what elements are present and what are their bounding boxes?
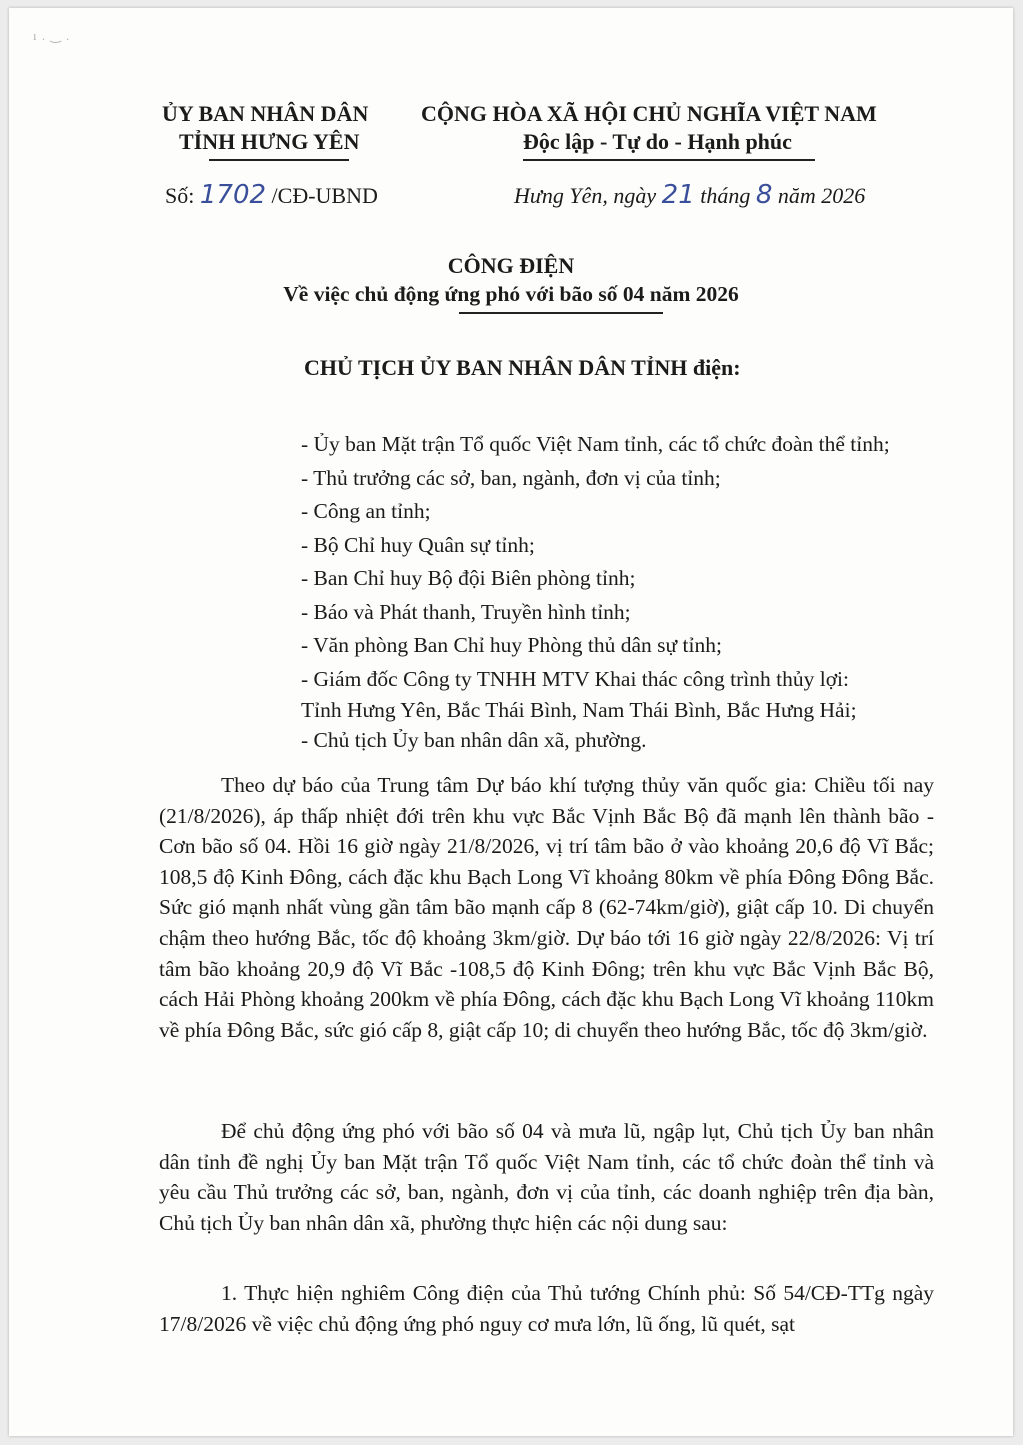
recipient-list	[301, 428, 931, 758]
document-number	[165, 180, 378, 210]
recipient-item: - Bộ Chỉ huy Quân sự tỉnh;	[301, 532, 535, 557]
document-title: CÔNG ĐIỆN	[447, 253, 575, 278]
recipient-item: - Báo và Phát thanh, Truyền hình tỉnh;	[301, 599, 631, 624]
org-name-line2: TỈNH HƯNG YÊN	[179, 129, 360, 154]
date-month: 8	[755, 180, 773, 210]
recipient-item: - Công an tỉnh;	[301, 499, 431, 523]
recipient-item: - Ủy ban Mặt trận Tổ quốc Việt Nam tỉnh, các tổ chức đoàn thể tỉnh;	[301, 432, 890, 456]
date-year: năm 2026	[777, 183, 866, 208]
subject-underline	[459, 312, 663, 314]
document-subject: Về việc chủ động ứng phó với bão số 04 năm 2026	[283, 282, 739, 306]
number-suffix: /CĐ-UBND	[271, 183, 378, 208]
document-date	[514, 180, 865, 210]
paragraph-forecast: Theo dự báo của Trung tâm Dự báo khí tượng thủy văn quốc gia: Chiều tối nay (21/8/2026), áp thấp nhiệt đới trên khu vực Bắc Vịnh Bắc Bộ đã mạnh lên thành bão - Cơn bão số 04. Hồi 16 giờ ngày 21/8/2026, vị trí tâm bão ở vào khoảng 20,6 độ Vĩ Bắc; 108,5 độ Kinh Đông, cách đặc khu Bạch Long Vĩ khoảng 80km về phía Đông Đông Bắc. Sức gió mạnh nhất vùng gần tâm bão mạnh cấp 8 (62-74km/giờ), giật cấp 10. Di chuyển chậm theo hướng Bắc, tốc độ khoảng 3km/giờ. Dự báo tới 16 giờ ngày 22/8/2026: Vị trí tâm bão khoảng 20,9 độ Vĩ Bắc -108,5 độ Kinh Đông; trên khu vực Bắc Vịnh Bắc Bộ, cách Hải Phòng khoảng 200km về phía Đông, cách đặc khu Bạch Long Vĩ khoảng 110km về phía Đông Bắc, sức gió cấp 8, giật cấp 10; di chuyển theo hướng Bắc, tốc độ 3km/giờ.	[159, 773, 934, 1042]
sender-line: CHỦ TỊCH ỦY BAN NHÂN DÂN TỈNH điện:	[304, 355, 741, 380]
date-prefix: Hưng Yên, ngày	[514, 183, 657, 208]
paragraph-request: Để chủ động ứng phó với bão số 04 và mưa lũ, ngập lụt, Chủ tịch Ủy ban nhân dân tỉnh đề nghị Ủy ban Mặt trận Tổ quốc Việt Nam tỉnh, các tổ chức đoàn thể tỉnh và yêu cầu Thủ trưởng các sở, ban, ngành, đơn vị của tỉnh, các doanh nghiệp trên địa bàn, Chủ tịch Ủy ban nhân dân xã, phường thực hiện các nội dung sau:	[159, 1119, 934, 1235]
recipient-item: - Văn phòng Ban Chỉ huy Phòng thủ dân sự tỉnh;	[301, 633, 722, 657]
document-page	[9, 8, 1013, 1436]
recipient-item: - Chủ tịch Ủy ban nhân dân xã, phường.	[301, 728, 647, 752]
recipient-item: - Giám đốc Công ty TNHH MTV Khai thác công trình thủy lợi:	[301, 666, 850, 691]
nation-title: CỘNG HÒA XÃ HỘI CHỦ NGHĨA VIỆT NAM	[421, 101, 877, 126]
date-month-word: tháng	[700, 183, 751, 208]
motto-underline	[523, 159, 815, 161]
org-underline	[209, 159, 349, 161]
recipient-item: - Thủ trưởng các sở, ban, ngành, đơn vị của tỉnh;	[301, 465, 721, 490]
org-name-line1: ỦY BAN NHÂN DÂN	[162, 101, 369, 126]
recipient-item: Tỉnh Hưng Yên, Bắc Thái Bình, Nam Thái Bình, Bắc Hưng Hải;	[301, 698, 857, 722]
date-day: 21	[661, 180, 695, 210]
recipient-item: - Ban Chỉ huy Bộ đội Biên phòng tỉnh;	[301, 566, 636, 590]
number-handwritten: 1702	[199, 180, 267, 210]
paragraph-item-1: 1. Thực hiện nghiêm Công điện của Thủ tướng Chính phủ: Số 54/CĐ-TTg ngày 17/8/2026 về việc chủ động ứng phó nguy cơ mưa lớn, lũ ống, lũ quét, sạt	[159, 1281, 934, 1336]
nation-motto: Độc lập - Tự do - Hạnh phúc	[523, 129, 792, 154]
scan-artifact: ı . ‿ .	[33, 28, 71, 43]
number-prefix: Số:	[165, 183, 195, 208]
